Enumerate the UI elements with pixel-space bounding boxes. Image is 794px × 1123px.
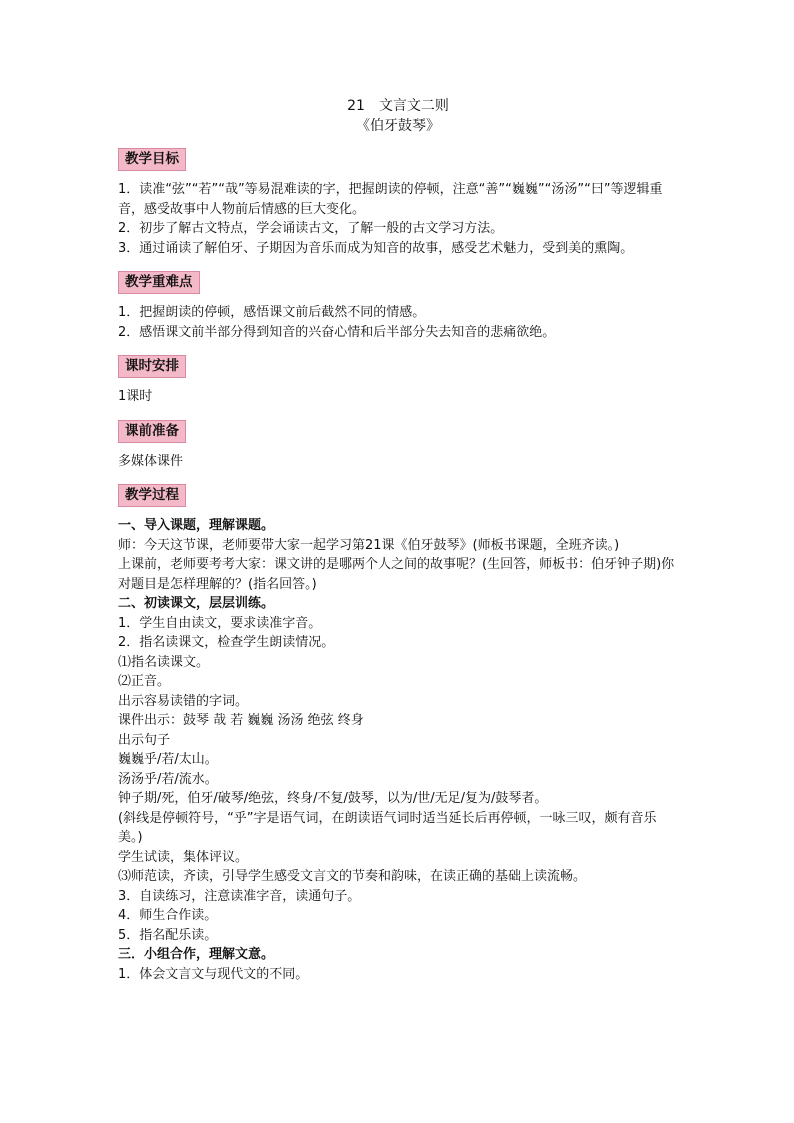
process-line: ⑴指名读课文。 <box>118 654 210 670</box>
process-line: 巍巍乎/若/太山。 <box>118 752 218 767</box>
prep-text: 多媒体课件 <box>118 453 184 469</box>
section-prep <box>118 414 678 472</box>
goal-item: 2．初步了解古文特点，学会诵读古文，了解一般的古文学习方法。 <box>118 221 504 236</box>
goal-item: 3．通过诵读了解伯牙、子期因为音乐而成为知音的故事，感受艺术魅力，受到美的熏陶。 <box>118 240 634 256</box>
process-line: 课件出示：鼓琴 哉 若 巍巍 汤汤 绝弦 终身 <box>118 713 364 728</box>
key-point-item: 2．感悟课文前半部分得到知音的兴奋心情和后半部分失去知音的悲痛欲绝。 <box>118 324 556 340</box>
section-process <box>118 478 678 984</box>
process-line: 1．学生自由读文，要求读准字音。 <box>118 615 322 631</box>
process-line: (斜线是停顿符号，“乎”字是语气词，在朗读语气词时适当延长后再停顿，一咏三叹，颇有音乐美。) <box>118 810 657 845</box>
section-key-points <box>118 265 678 342</box>
process-line: ⑵正音。 <box>118 674 171 689</box>
process-line: 出示容易读错的字词。 <box>118 693 249 709</box>
process-line: 4．师生合作读。 <box>118 908 218 923</box>
process-line: 师：今天这节课，老师要带大家一起学习第21课《伯牙鼓琴》(师板书课题，全班齐读。) <box>118 537 620 553</box>
process-step-heading: 三．小组合作，理解文意。 <box>118 947 275 962</box>
section-heading-key-points: 教学重难点 <box>118 271 200 294</box>
section-heading-schedule: 课时安排 <box>118 355 186 378</box>
process-line: ⑶师范读，齐读，引导学生感受文言文的节奏和韵味，在读正确的基础上读流畅。 <box>118 869 587 884</box>
process-line: 2．指名读课文，检查学生朗读情况。 <box>118 635 335 650</box>
section-schedule <box>118 349 678 407</box>
document-page <box>118 96 678 984</box>
schedule-text: 1课时 <box>118 389 153 404</box>
process-line: 学生试读，集体评议。 <box>118 849 249 865</box>
section-heading-goals: 教学目标 <box>118 148 186 171</box>
process-line: 1．体会文言文与现代文的不同。 <box>118 966 309 982</box>
process-line: 出示句子 <box>118 732 171 748</box>
lesson-subtitle: 《伯牙鼓琴》 <box>356 118 440 134</box>
section-goals <box>118 142 678 258</box>
key-point-item: 1．把握朗读的停顿，感悟课文前后截然不同的情感。 <box>118 305 426 320</box>
process-line: 钟子期/死，伯牙/破琴/绝弦，终身/不复/鼓琴，以为/世/无足/复为/鼓琴者。 <box>118 791 548 806</box>
goal-item: 1．读准“弦”“若”“哉”等易混难读的字，把握朗读的停顿，注意“善”“巍巍”“汤汤”“曰”等逻辑重音，感受故事中人物前后情感的巨大变化。 <box>118 182 663 217</box>
process-step-heading: 二、初读课文，层层训练。 <box>118 596 275 611</box>
process-line: 3．自读练习，注意读准字音，读通句子。 <box>118 888 361 904</box>
process-line: 上课前，老师要考考大家：课文讲的是哪两个人之间的故事呢？(生回答，师板书：伯牙钟子期)你对题目是怎样理解的？(指名回答。) <box>118 557 675 592</box>
section-heading-prep: 课前准备 <box>118 420 186 443</box>
process-step-heading: 一、导入课题，理解课题。 <box>118 518 275 533</box>
process-line: 5．指名配乐读。 <box>118 927 218 943</box>
lesson-title: 21 文言文二则 <box>347 98 449 114</box>
process-line: 汤汤乎/若/流水。 <box>118 771 218 787</box>
section-heading-process: 教学过程 <box>118 484 186 507</box>
